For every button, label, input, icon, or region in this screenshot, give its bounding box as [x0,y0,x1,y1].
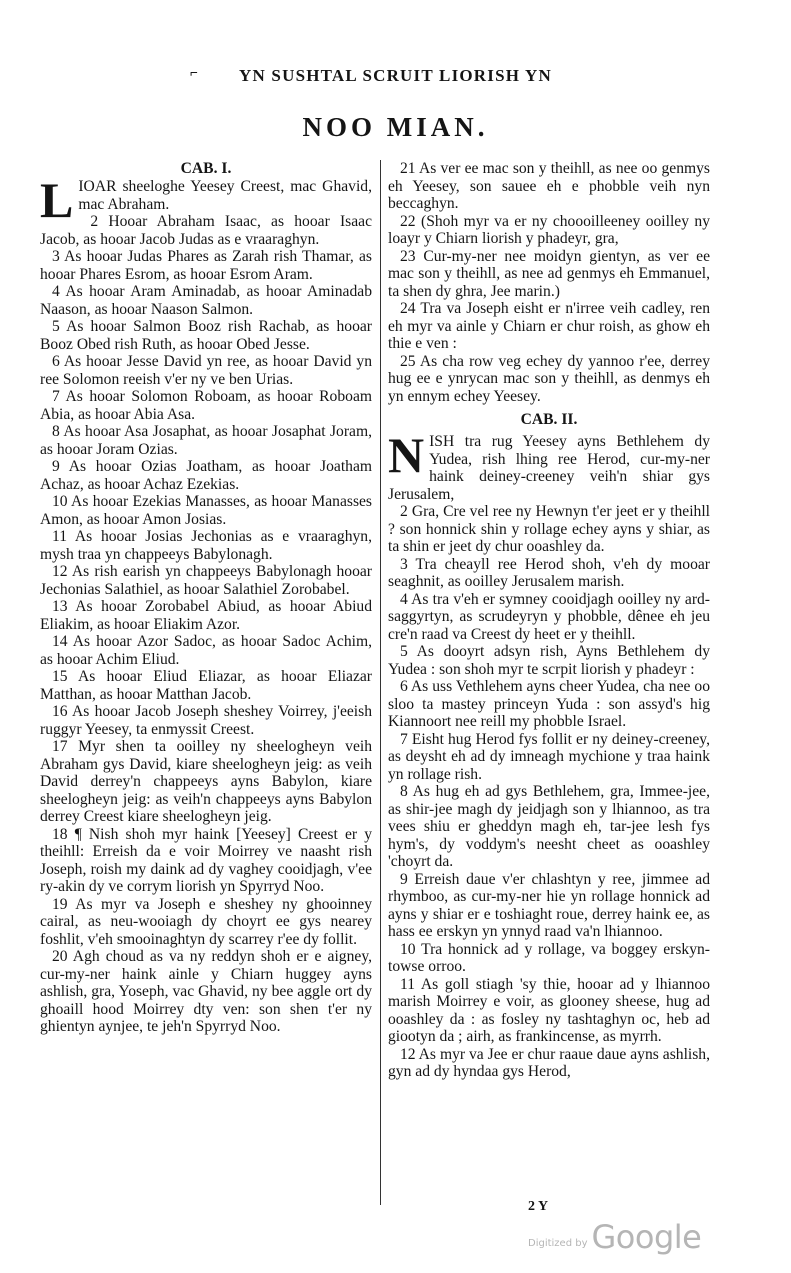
verse: 10 Tra honnick ad y rollage, va boggey erskyn-towse orroo. [388,940,710,975]
left-column [40,160,372,1036]
verse: 18 ¶ Nish shoh myr haink [Yeesey] Creest er y theihll: Erreish da e voir Moirrey ve naasht rish Joseph, roish my daink ad dy vaghey cooidjagh, v'ee ry-akin dy ve corrym liorish yn Spyrryd Noo. [40,825,372,895]
google-logo: Google [591,1218,702,1256]
verse: 2 Hooar Abraham Isaac, as hooar Isaac Jacob, as hooar Jacob Judas as e vraaraghyn. [40,213,372,248]
verse: 3 Tra cheayll ree Herod shoh, v'eh dy mooar seaghnit, as ooilley Jerusalem marish. [388,555,710,590]
verse: 8 As hooar Asa Josaphat, as hooar Josaphat Joram, as hooar Joram Ozias. [40,423,372,458]
right-column [388,160,710,1081]
verse: 9 As hooar Ozias Joatham, as hooar Joatham Achaz, as hooar Achaz Ezekias. [40,458,372,493]
verse: 7 As hooar Solomon Roboam, as hooar Roboam Abia, as hooar Abia Asa. [40,388,372,423]
running-title: YN SUSHTAL SCRUIT LIORISH YN [239,66,552,85]
running-head [0,66,791,86]
verse: 15 As hooar Eliud Eliazar, as hooar Eliazar Matthan, as hooar Matthan Jacob. [40,668,372,703]
verse-text: ISH tra rug Yeesey ayns Bethlehem dy Yudea, rish lhing ree Herod, cur-my-ner haink deiney-creeney veih'n shiar gys Jerusalem, [388,433,710,503]
verse: 19 As myr va Joseph e sheshey ny ghooinney cairal, as neu-wooiagh dy choyrt ee gys nearey foshlit, v'eh smooinaghtyn dy scarrey r'ee dy follit. [40,895,372,948]
verse: 14 As hooar Azor Sadoc, as hooar Sadoc Achim, as hooar Achim Eliud. [40,633,372,668]
verse-1 [40,172,372,228]
verse: 21 As ver ee mac son y theihll, as nee oo genmys eh Yeesey, son sauee eh e phobble veih nyn beccaghyn. [388,160,710,212]
verse-list [40,213,372,1036]
drop-cap: L [40,172,74,228]
verse: 11 As hooar Josias Jechonias as e vraaraghyn, mysh traa yn chappeeys Babylonagh. [40,528,372,563]
book-title: NOO MIAN. [302,112,489,142]
digitized-label: Digitized by [528,1238,588,1249]
verse: 12 As myr va Jee er chur raaue daue ayns ashlish, gyn ad dy hyndaa gys Herod, [388,1045,710,1080]
verse: 6 As hooar Jesse David yn ree, as hooar David yn ree Solomon reeish v'er ny ve ben Urias. [40,353,372,388]
verse-1 [388,427,710,503]
verse: 4 As hooar Aram Aminadab, as hooar Aminadab Naason, as hooar Naason Salmon. [40,283,372,318]
verse: 5 As dooyrt adsyn rish, Ayns Bethlehem dy Yudea : son shoh myr te scrpit liorish y phadeyr : [388,643,710,678]
verse-list [388,503,710,1081]
verse-text: IOAR sheeloghe Yeesey Creest, mac Ghavid, mac Abraham. [78,178,372,213]
verse: 8 As hug eh ad gys Bethlehem, gra, Immee-jee, as shir-jee magh dy jeidjagh son y lhiannoo, as tra vees shiu er gheddyn magh eh, tar-jee lesh fys hym's, dy voddym's neesht cheet as ooashley 'choyrt da. [388,783,710,870]
verse: 6 As uss Vethlehem ayns cheer Yudea, cha nee oo sloo ta mastey princeyn Yuda : son assyd's hig Kiannoort nee reill my phobble Israel. [388,678,710,730]
verse: 12 As rish earish yn chappeeys Babylonagh hooar Jechonias Salathiel, as hooar Salathiel Zorobabel. [40,563,372,598]
verse: 13 As hooar Zorobabel Abiud, as hooar Abiud Eliakim, as hooar Eliakim Azor. [40,598,372,633]
chapter-heading: CAB. I. [180,160,232,177]
verse: 4 As tra v'eh er symney cooidjagh ooilley ny ard-saggyrtyn, as scrudeyryn y phobble, dênee eh jeu cre'n raad va Creest dy heet er y theihll. [388,590,710,643]
chapter-heading: CAB. II. [520,411,578,428]
verse: 20 Agh choud as va ny reddyn shoh er e aigney, cur-my-ner haink ainle y Chiarn huggey ayns ashlish, gra, Yoseph, vac Ghavid, ny bee aggle ort dy ghoaill hood Moirrey dty ven: son shen t'er ny ghientyn aynjee, te jeh'n Spyrryd Noo. [40,948,372,1035]
verse: 23 Cur-my-ner nee moidyn gientyn, as ver ee mac son y theihll, as nee ad genmys eh Emmanuel, ta shen dy ghra, Jee marin.) [388,247,710,300]
verse: 11 As goll stiagh 'sy thie, hooar ad y lhiannoo marish Moirrey e voir, as glooney sheese, hug ad ooashley da : as fosley ny tashtaghyn oc, heb ad giootyn da ; airh, as frankincense, as myrrh. [388,975,710,1045]
verse: 22 (Shoh myr va er ny choooilleeney ooilley ny loayr y Chiarn liorish y phadeyr, gra, [388,212,710,247]
verse: 2 Gra, Cre vel ree ny Hewnyn t'er jeet er y theihll ? son honnick shin y rollage echey ayns y shiar, as ta shin er jeet dy chur ooashley da. [388,503,710,555]
verse: 25 As cha row veg echey dy yannoo r'ee, derrey hug ee e ynrycan mac son y theihll, as denmys eh yn ennym echey Yeesey. [388,352,710,405]
column-divider [380,160,381,1205]
verse: 7 Eisht hug Herod fys follit er ny deiney-creeney, as deysht eh ad dy imneagh mychione y traa haink yn rollage rish. [388,730,710,783]
verse: 16 As hooar Jacob Joseph sheshey Voirrey, j'eeish ruggyr Yeesey, ta enmyssit Creest. [40,703,372,738]
verse: 9 Erreish daue v'er chlashtyn y ree, jimmee ad rhymboo, as cur-my-ner hie yn rollage honnick ad ayns y shiar er e toshiaght roue, derrey haink ee, as hass ee erskyn yn ynnyd raad va'n lhiannoo. [388,870,710,940]
verse-list [388,160,710,405]
verse: 24 Tra va Joseph eisht er n'irree veih cadley, ren eh myr va ainle y Chiarn er chur roish, as ghow eh thie e ven : [388,300,710,352]
verse: 5 As hooar Salmon Booz rish Rachab, as hooar Booz Obed rish Ruth, as hooar Obed Jesse. [40,318,372,353]
verse: 10 As hooar Ezekias Manasses, as hooar Manasses Amon, as hooar Amon Josias. [40,493,372,528]
section-mark: ⌐ [190,66,200,81]
verse: 3 As hooar Judas Phares as Zarah rish Thamar, as hooar Phares Esrom, as hooar Esrom Aram. [40,248,372,283]
digitized-watermark [528,1218,701,1256]
drop-cap: N [388,427,425,483]
signature-mark: 2 Y [528,1199,549,1214]
verse: 17 Myr shen ta ooilley ny sheelogheyn veih Abraham gys David, kiare sheelogheyn jeig: as veih David derrey'n chappeeys ayns Babylon, kiare sheelogheyn jeig: as veih'n chappeeys ayns Babylon derrey Creest kiare sheelogheyn jeig. [40,738,372,825]
